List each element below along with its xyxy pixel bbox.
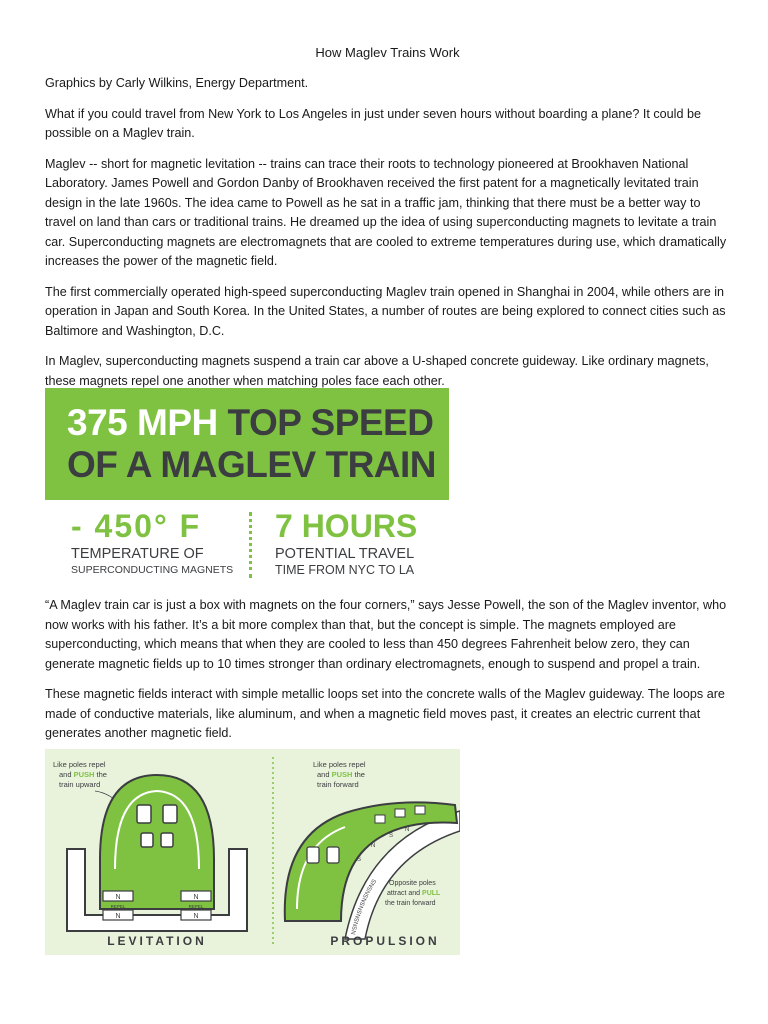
stat-divider <box>249 512 252 578</box>
levitation-label: LEVITATION <box>107 934 207 948</box>
diagram-svg <box>45 749 460 955</box>
prop-window-4 <box>395 809 405 817</box>
prop-window-1 <box>307 847 319 863</box>
document-title: How Maglev Trains Work <box>315 45 460 60</box>
prop-caption-line1: Like poles repel <box>313 760 366 769</box>
lev-caption-the: the <box>96 770 107 779</box>
document-body <box>45 44 730 402</box>
travel-time-label: POTENTIAL TRAVEL <box>275 546 415 562</box>
lev-repel-left: REPEL <box>110 904 126 909</box>
document-body-continued <box>45 596 730 755</box>
prop-magnet-s1: S <box>357 857 362 863</box>
temperature-stat <box>71 506 251 578</box>
lev-caption-push: PUSH <box>73 770 95 779</box>
temperature-value: - 450° F <box>71 508 202 544</box>
propulsion-label: PROPULSION <box>330 934 440 948</box>
lev-caption-line3: train upward <box>59 780 101 789</box>
prop-caption-line3: train forward <box>317 780 359 789</box>
temperature-sublabel: SUPERCONDUCTING MAGNETS <box>71 564 234 576</box>
prop-caption-push: PUSH <box>331 770 353 779</box>
speed-label: TOP SPEED <box>227 402 434 443</box>
lev-magnet-right-lower-pole: N <box>193 913 199 920</box>
lev-caption-line2 <box>59 770 107 779</box>
prop-caption-line2 <box>317 770 365 779</box>
lev-window-left <box>137 805 151 823</box>
speed-value: 375 MPH <box>67 402 218 443</box>
prop-window-2 <box>327 847 339 863</box>
lev-window-lower-left <box>141 833 153 847</box>
paragraph-guideway: In Maglev, superconducting magnets suspend a train car above a U-shaped concrete guideway. Like ordinary magnets, these magnets repel one another when matching poles face each other. <box>45 354 709 388</box>
lev-window-right <box>163 805 177 823</box>
prop-magnet-n2: N <box>405 827 410 833</box>
prop-magnet-s2: S <box>389 833 394 839</box>
speed-line <box>67 402 433 444</box>
speed-subject: OF A MAGLEV TRAIN <box>67 444 437 485</box>
paragraph-operations: The first commercially operated high-speed superconducting Maglev train opened in Shanghai in 2004, while others are in operation in Japan and South Korea. In the United States, a number of routes are being explored to connect cities such as Baltimore and Washington, D.C. <box>45 284 726 338</box>
lev-window-lower-right <box>161 833 173 847</box>
lev-caption-line1: Like poles repel <box>53 760 106 769</box>
prop-magnet-n1: N <box>371 843 376 849</box>
opp-caption-pull: PULL <box>422 890 441 897</box>
paragraph-quote: “A Maglev train car is just a box with magnets on the four corners,” says Jesse Powell, the son of the Maglev inventor, who now works with his father. It’s a bit more complex than that, but the concept is simple. The magnets employed are superconducting, which means that when they are cooled to less than 450 degrees Fahrenheit below zero, they can generate magnetic fields up to 10 times stronger than ordinary electromagnets, enough to suspend and propel a train. <box>45 598 727 671</box>
paragraph-intro: What if you could travel from New York to Los Angeles in just under seven hours without boarding a plane? It could be possible on a Maglev train. <box>45 106 701 140</box>
levitation-propulsion-diagram <box>45 749 460 955</box>
prop-caption-the: the <box>354 770 365 779</box>
prop-track-poles-path: NSNSNSNSNSNSNS <box>351 878 379 936</box>
lev-magnet-left-upper-pole: N <box>115 894 121 901</box>
opp-caption-line3: the train forward <box>385 900 436 907</box>
stats-infographic <box>45 388 449 588</box>
lev-repel-right: REPEL <box>188 904 204 909</box>
travel-time-stat <box>275 506 455 578</box>
opp-caption-attract: attract and <box>387 890 421 897</box>
paragraph-loops: These magnetic fields interact with simple metallic loops set into the concrete walls of the Maglev guideway. The loops are made of conductive materials, like aluminum, and when a magnetic field moves past, it creates an electric current that generates another magnetic field. <box>45 687 725 740</box>
prop-window-5 <box>415 806 425 814</box>
travel-time-sublabel: TIME FROM NYC TO LA <box>275 563 415 577</box>
credit-line: Graphics by Carly Wilkins, Energy Department. <box>45 76 309 90</box>
lev-magnet-right-upper-pole: N <box>193 894 199 901</box>
lev-magnet-left-lower-pole: N <box>115 913 121 920</box>
opp-caption-line2 <box>387 890 441 897</box>
paragraph-history: Maglev -- short for magnetic levitation -- trains can trace their roots to technology pioneered at Brookhaven National Laboratory. James Powell and Gordon Danby of Brookhaven received the first patent for a magnetically levitated train design in the late 1960s. The idea came to Powell as he sat in a traffic jam, thinking that there must be a better way to travel on land than cars or traditional trains. He dreamed up the idea of using superconducting magnets to levitate a train car. Superconducting magnets are electromagnets that are cooled to extreme temperatures during use, which dramatically increases the power of the magnetic field. <box>45 156 727 268</box>
prop-caption-and: and <box>317 770 330 779</box>
opp-caption-line1: Opposite poles <box>389 880 436 887</box>
travel-time-value: 7 HOURS <box>275 508 418 544</box>
lev-caption-and: and <box>59 770 72 779</box>
speed-banner <box>45 388 449 500</box>
temperature-label: TEMPERATURE OF <box>71 546 204 562</box>
prop-window-3 <box>375 815 385 823</box>
